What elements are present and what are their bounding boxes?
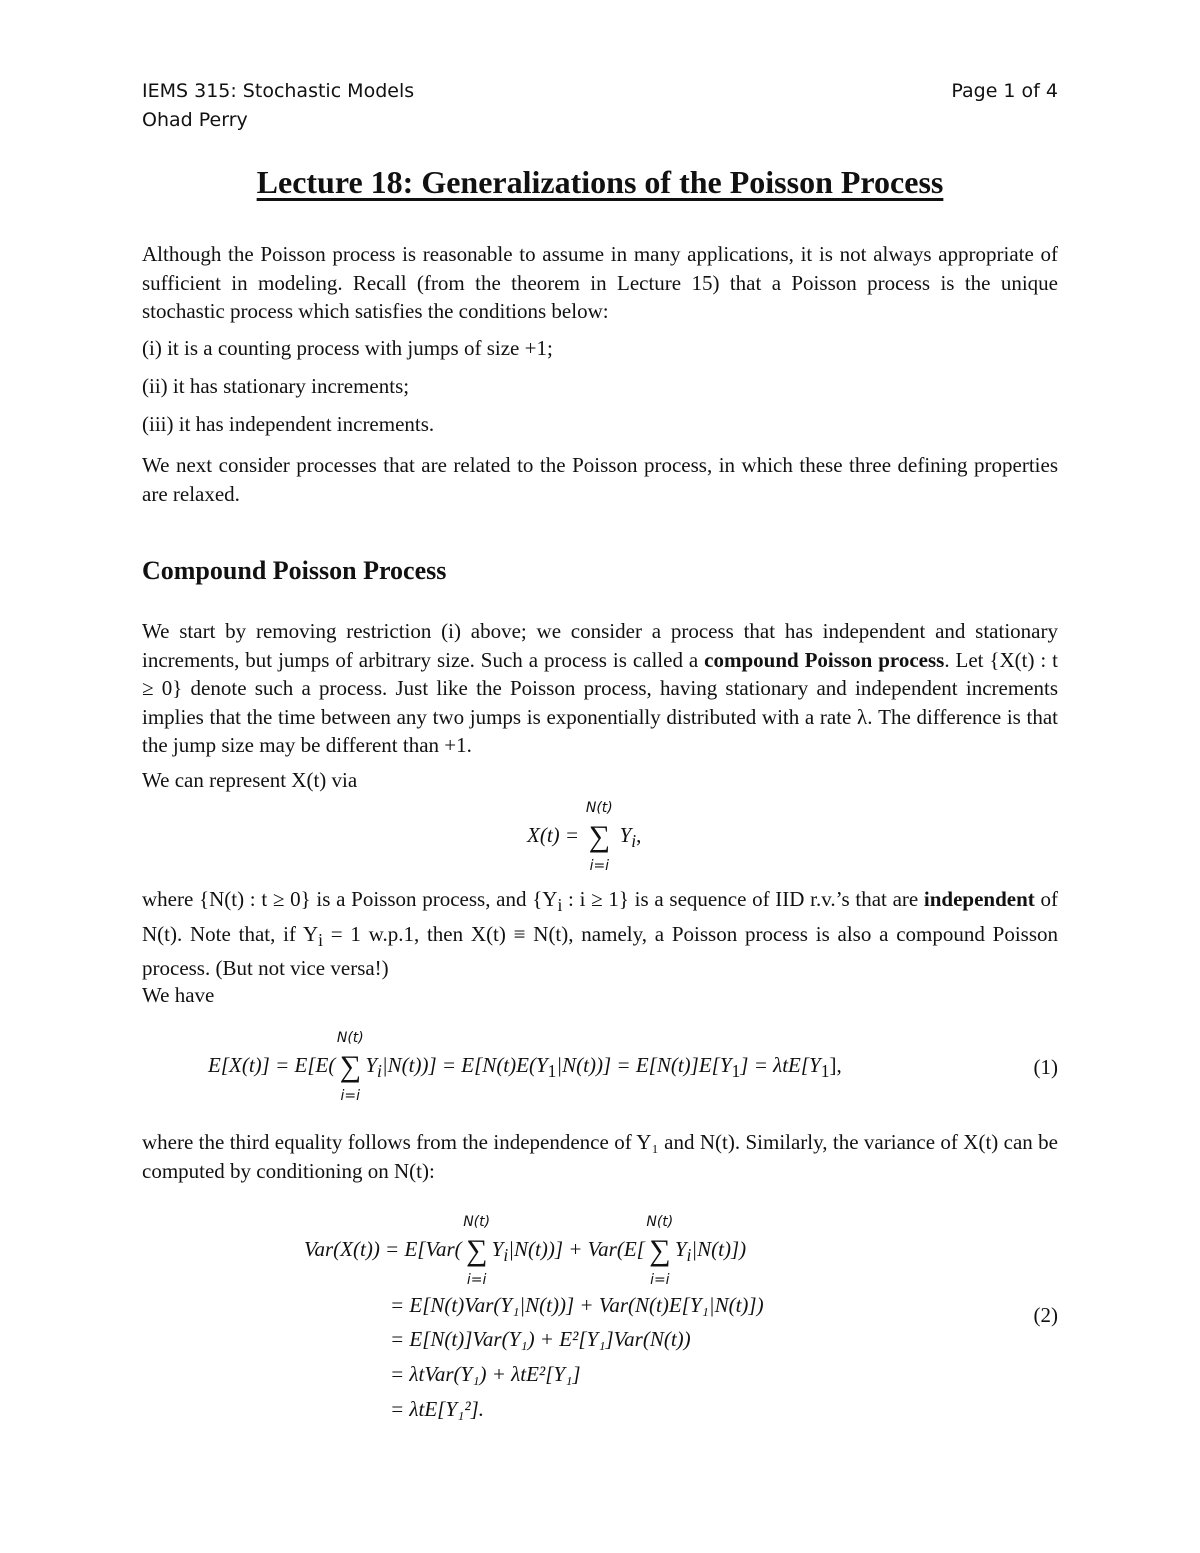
equation-2-line-1: Var(X(t)) = E[Var( N(t) ∑ i=i $Y_i|N(t))] + Var(E$[ N(t) ∑ i=i $Y_i|N(t)$]) [304, 1214, 747, 1288]
equation-2-line-3: = E[N(t)]Var(Y₁) + E²[Y₁]Var(N(t)) [390, 1327, 691, 1351]
section-paragraph-3: where {N(t) : t ≥ 0} is a Poisson process, and {$Y_i$ : i ≥ 1} is a sequence of IID r.v.’s that are independent of N(t). Note that, if $Y_i = 1$ w.p.1, then X(t) ≡ N(t), namely, a Poisson process is also a compound Poisson process. (But not vice versa!) [142, 887, 1059, 981]
section-paragraph-5: where the third equality follows from the independence of Y₁ and N(t). Similarly, the variance of X(t) can be computed by conditioning on N(t): [142, 1130, 1058, 1183]
course-header: IEMS 315: Stochastic Models [142, 80, 415, 102]
equation-representation: X(t) = N(t) ∑ i=i $Y_i$, [527, 800, 642, 874]
author-header: Ohad Perry [142, 109, 248, 131]
intro-closing: We next consider processes that are related to the Poisson process, in which these three defining properties are relaxed. [142, 453, 1058, 506]
page-title: Lecture 18: Generalizations of the Poisson Process [256, 164, 944, 200]
section-paragraph-4: We have [142, 983, 215, 1007]
condition-item: (i) it is a counting process with jumps of size +1; [142, 336, 553, 360]
equation-1-number: (1) [1033, 1055, 1058, 1079]
intro-paragraph: Although the Poisson process is reasonable to assume in many applications, it is not always appropriate of sufficient in modeling. Recall (from the theorem in Lecture 15) that a Poisson process is the unique stochastic process which satisfies the conditions below: [142, 242, 1058, 323]
condition-item: (ii) it has stationary increments; [142, 374, 410, 398]
condition-item: (iii) it has independent increments. [142, 412, 435, 436]
section-heading: Compound Poisson Process [142, 556, 447, 585]
page-indicator: Page 1 of 4 [951, 80, 1058, 102]
section-paragraph-1: We start by removing restriction (i) above; we consider a process that has independent and stationary increments, but jumps of arbitrary size. Such a process is called a compound Poisson process. Let {X(t) : t ≥ 0} denote such a process. Just like the Poisson process, having stationary and independent increments implies that the time between any two jumps is exponentially distributed with a rate λ. The difference is that the jump size may be different than +1. [142, 619, 1059, 757]
equation-2-number: (2) [1033, 1303, 1058, 1327]
section-paragraph-2: We can represent X(t) via [142, 768, 358, 792]
equation-2-line-2: = E[N(t)Var(Y₁|N(t))] + Var(N(t)E[Y₁|N(t)]) [390, 1293, 764, 1317]
sum-symbol: N(t) ∑ i=i [646, 1214, 674, 1288]
sum-symbol: N(t) ∑ i=i [585, 800, 613, 874]
equation-2-line-4: = λtVar(Y₁) + λtE²[Y₁] [390, 1362, 581, 1386]
sum-symbol: N(t) ∑ i=i [463, 1214, 491, 1288]
equation-2-line-5: = λtE[Y₁²]. [390, 1397, 485, 1421]
equation-1: E[X(t)] = E[E( N(t) ∑ i=i $Y_i|N(t))] = E[N(t)E(Y_1|N(t))] = E[N(t)]E[Y_1] = \lambda tE[Y_1]$, [208, 1030, 842, 1104]
sum-symbol: N(t) ∑ i=i [336, 1030, 364, 1104]
